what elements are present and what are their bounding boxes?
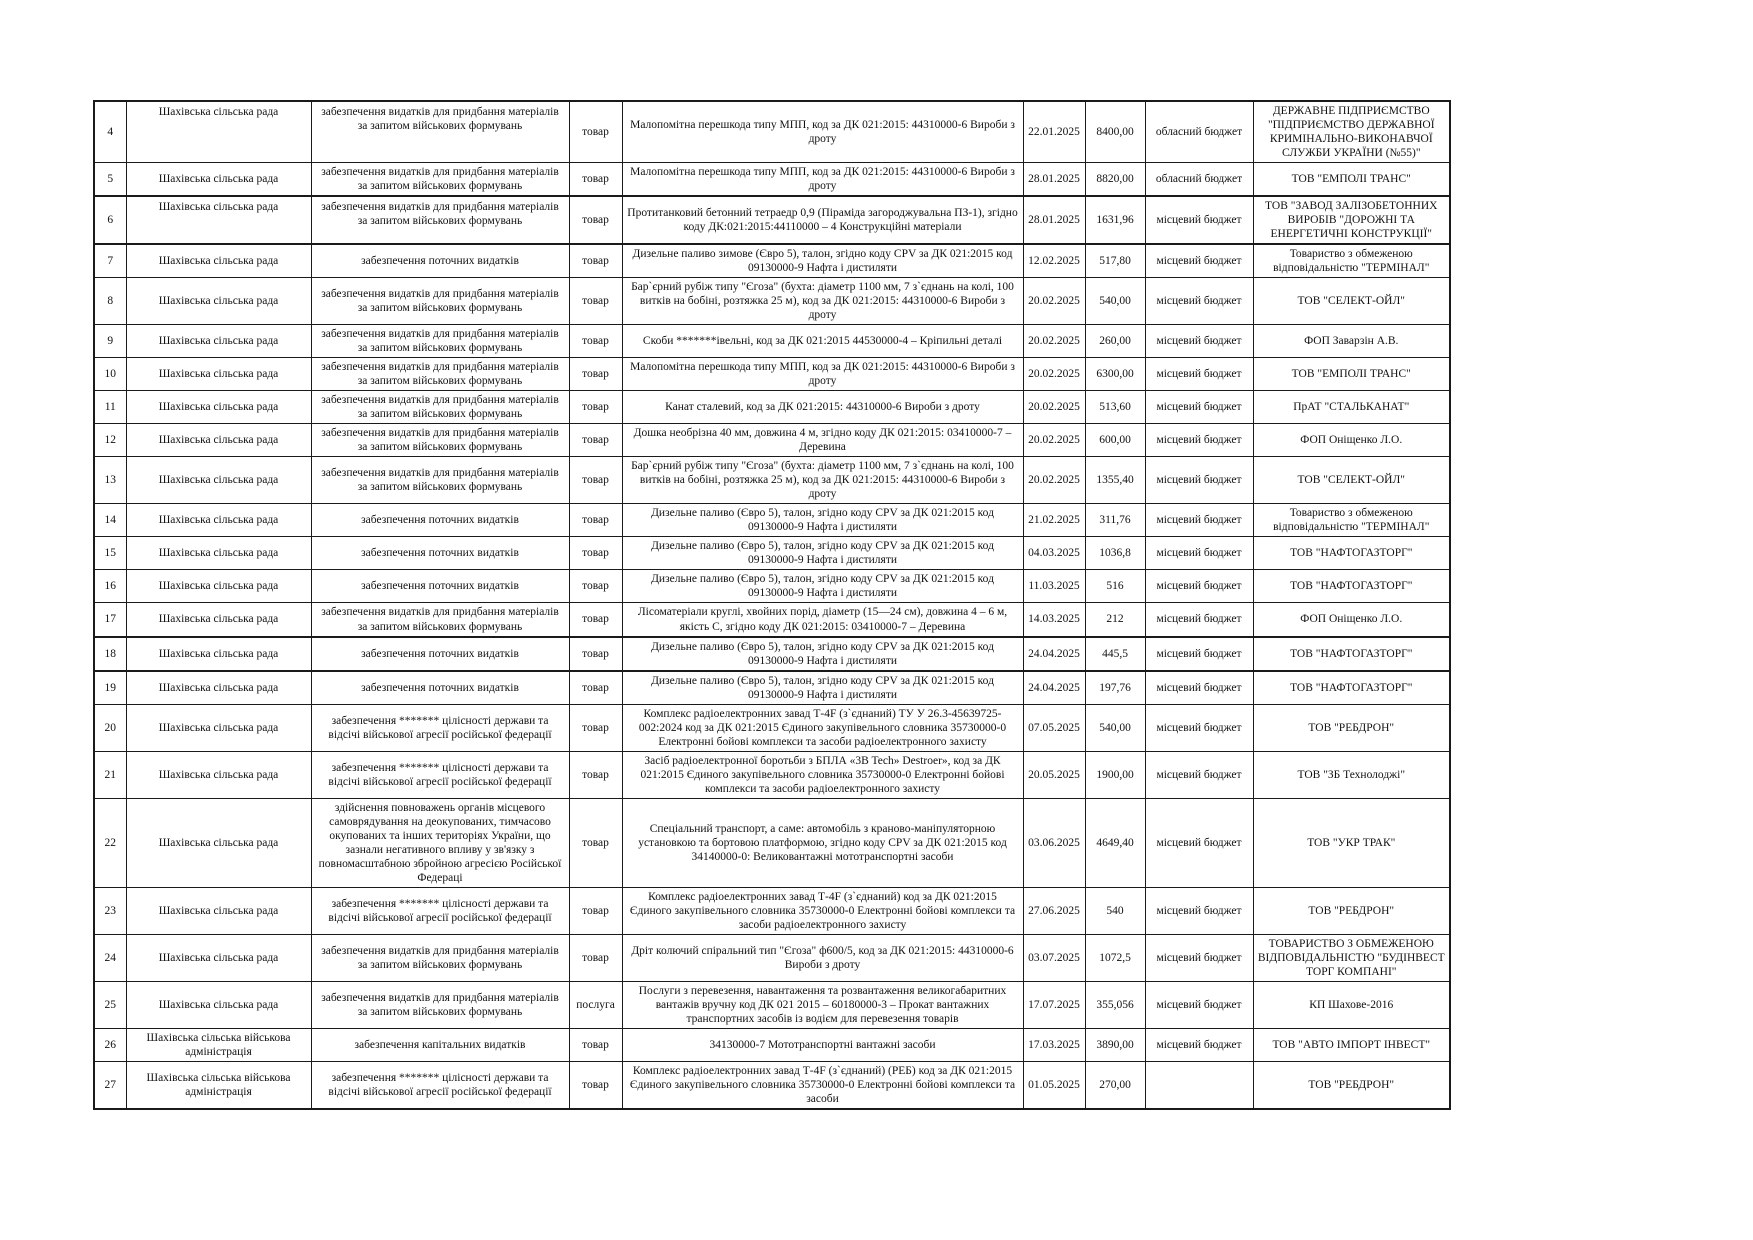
cell-description: Комплекс радіоелектронних завад Т-4F (з`єднаний) (РЕБ) код за ДК 021:2015 Єдиного закупівельного словника 35730000-0 Електронні бойові комплекси та засоби — [622, 1061, 1023, 1109]
table-row — [94, 101, 1450, 163]
cell-amount: 600,00 — [1085, 424, 1145, 457]
cell-amount: 4649,40 — [1085, 798, 1145, 887]
cell-description: 34130000-7 Мототранспортні вантажні засоби — [622, 1028, 1023, 1061]
cell-description: Послуги з перевезення, навантаження та розвантаження великогабаритних вантажів вручну код ДК 021 2015 – 60180000-3 – Прокат вантажних транспортних засобів із водієм для перевезення товарів — [622, 981, 1023, 1028]
table-row — [94, 537, 1450, 570]
cell-amount: 513,60 — [1085, 391, 1145, 424]
cell-date: 21.02.2025 — [1023, 504, 1085, 537]
cell-amount: 1900,00 — [1085, 751, 1145, 798]
cell-org: Шахівська сільська рада — [126, 637, 311, 671]
cell-budget: місцевий бюджет — [1145, 887, 1253, 934]
cell-type: товар — [569, 101, 622, 163]
cell-budget: місцевий бюджет — [1145, 278, 1253, 325]
cell-date: 12.02.2025 — [1023, 244, 1085, 278]
cell-org: Шахівська сільська рада — [126, 163, 311, 197]
cell-num: 13 — [94, 457, 126, 504]
cell-description: Спеціальний транспорт, а саме: автомобіль з краново-маніпуляторною установкою та бортовою платформою, згідно коду CPV за ДК 021:2015 код 34140000-0: Великовантажні мототранспортні засоби — [622, 798, 1023, 887]
cell-org: Шахівська сільська рада — [126, 244, 311, 278]
cell-budget — [1145, 1061, 1253, 1109]
cell-supplier: ТОВ "РЕБДРОН" — [1253, 1061, 1450, 1109]
cell-supplier: ТОВ "УКР ТРАК" — [1253, 798, 1450, 887]
cell-type: товар — [569, 751, 622, 798]
cell-org: Шахівська сільська рада — [126, 504, 311, 537]
cell-amount: 1631,96 — [1085, 196, 1145, 244]
cell-purpose: забезпечення видатків для придбання матеріалів за запитом військових формувань — [311, 981, 569, 1028]
cell-budget: місцевий бюджет — [1145, 671, 1253, 705]
cell-num: 20 — [94, 704, 126, 751]
cell-type: товар — [569, 244, 622, 278]
cell-num: 23 — [94, 887, 126, 934]
cell-num: 27 — [94, 1061, 126, 1109]
table-row — [94, 457, 1450, 504]
procurement-sheet — [93, 100, 1449, 1110]
cell-description: Дизельне паливо (Євро 5), талон, згідно коду CPV за ДК 021:2015 код 09130000-9 Нафта і дистиляти — [622, 637, 1023, 671]
cell-org: Шахівська сільська рада — [126, 278, 311, 325]
cell-org: Шахівська сільська рада — [126, 751, 311, 798]
cell-num: 4 — [94, 101, 126, 163]
cell-description: Комплекс радіоелектронних завад Т-4F (з`єднаний) код за ДК 021:2015 Єдиного закупівельного словника 35730000-0 Електронні бойові комплекси та засоби радіоелектронного захисту — [622, 887, 1023, 934]
cell-org: Шахівська сільська рада — [126, 798, 311, 887]
cell-type: товар — [569, 537, 622, 570]
table-row — [94, 1028, 1450, 1061]
cell-description: Комплекс радіоелектронних завад Т-4F (з`єднаний) ТУ У 26.3-45639725-002:2024 код за ДК 021:2015 Єдиного закупівельного словника 35730000-0 Електронні бойові комплекси та засоби радіоелектронного захисту — [622, 704, 1023, 751]
cell-description: Канат сталевий, код за ДК 021:2015: 44310000-6 Вироби з дроту — [622, 391, 1023, 424]
cell-budget: місцевий бюджет — [1145, 457, 1253, 504]
cell-type: товар — [569, 457, 622, 504]
cell-supplier: ТОВ "НАФТОГАЗТОРГ" — [1253, 671, 1450, 705]
cell-purpose: забезпечення поточних видатків — [311, 671, 569, 705]
cell-date: 17.07.2025 — [1023, 981, 1085, 1028]
procurement-table-body — [94, 101, 1450, 1109]
cell-type: товар — [569, 358, 622, 391]
cell-num: 14 — [94, 504, 126, 537]
cell-description: Бар`єрний рубіж типу "Єгоза" (бухта: діаметр 1100 мм, 7 з`єднань на колі, 100 витків на бобіні, розтяжка 25 м), код за ДК 021:2015: 44310000-6 Вироби з дроту — [622, 457, 1023, 504]
table-row — [94, 278, 1450, 325]
cell-org: Шахівська сільська військова адміністрація — [126, 1061, 311, 1109]
cell-num: 8 — [94, 278, 126, 325]
cell-amount: 8400,00 — [1085, 101, 1145, 163]
cell-type: товар — [569, 325, 622, 358]
cell-supplier: ТОВАРИСТВО З ОБМЕЖЕНОЮ ВІДПОВІДАЛЬНІСТЮ "БУДІНВЕСТ ТОРГ КОМПАНІ" — [1253, 934, 1450, 981]
cell-org: Шахівська сільська рада — [126, 887, 311, 934]
cell-amount: 311,76 — [1085, 504, 1145, 537]
cell-num: 6 — [94, 196, 126, 244]
cell-amount: 3890,00 — [1085, 1028, 1145, 1061]
cell-type: товар — [569, 603, 622, 637]
cell-org: Шахівська сільська військова адміністрація — [126, 1028, 311, 1061]
cell-description: Скоби *******івельні, код за ДК 021:2015 44530000-4 – Кріпильні деталі — [622, 325, 1023, 358]
cell-budget: місцевий бюджет — [1145, 751, 1253, 798]
cell-description: Дріт колючий спіральний тип "Єгоза" ф600/5, код за ДК 021:2015: 44310000-6 Вироби з дроту — [622, 934, 1023, 981]
cell-org: Шахівська сільська рада — [126, 537, 311, 570]
table-row — [94, 163, 1450, 197]
cell-purpose: забезпечення видатків для придбання матеріалів за запитом військових формувань — [311, 603, 569, 637]
cell-num: 17 — [94, 603, 126, 637]
cell-purpose: здійснення повноважень органів місцевого самоврядування на деокупованих, тимчасово окупованих та інших територіях України, що зазнали негативного впливу у зв'язку з повномасштабною збройною агресією Російської Федераці — [311, 798, 569, 887]
cell-supplier: ФОП Заварзін А.В. — [1253, 325, 1450, 358]
cell-budget: місцевий бюджет — [1145, 570, 1253, 603]
cell-num: 18 — [94, 637, 126, 671]
table-row — [94, 637, 1450, 671]
cell-supplier: ФОП Оніщенко Л.О. — [1253, 424, 1450, 457]
cell-date: 28.01.2025 — [1023, 163, 1085, 197]
cell-purpose: забезпечення поточних видатків — [311, 570, 569, 603]
cell-date: 20.05.2025 — [1023, 751, 1085, 798]
cell-purpose: забезпечення видатків для придбання матеріалів за запитом військових формувань — [311, 325, 569, 358]
cell-supplier: ТОВ "ЗАВОД ЗАЛІЗОБЕТОННИХ ВИРОБІВ "ДОРОЖНІ ТА ЕНЕРГЕТИЧНІ КОНСТРУКЦІЇ" — [1253, 196, 1450, 244]
cell-budget: місцевий бюджет — [1145, 537, 1253, 570]
table-row — [94, 798, 1450, 887]
cell-date: 20.02.2025 — [1023, 325, 1085, 358]
cell-type: товар — [569, 424, 622, 457]
cell-type: послуга — [569, 981, 622, 1028]
cell-date: 20.02.2025 — [1023, 424, 1085, 457]
cell-type: товар — [569, 391, 622, 424]
cell-amount: 8820,00 — [1085, 163, 1145, 197]
cell-purpose: забезпечення ******* цілісності держави та відсічі військової агресії російської федерації — [311, 1061, 569, 1109]
cell-supplier: ТОВ "НАФТОГАЗТОРГ" — [1253, 570, 1450, 603]
cell-date: 28.01.2025 — [1023, 196, 1085, 244]
cell-purpose: забезпечення видатків для придбання матеріалів за запитом військових формувань — [311, 424, 569, 457]
cell-description: Засіб радіоелектронної боротьби з БПЛА «3B Tech» Destroer», код за ДК 021:2015 Єдиного закупівельного словника 35730000-0 Електронні бойові комплекси та засоби радіоелектронного захисту — [622, 751, 1023, 798]
cell-budget: місцевий бюджет — [1145, 325, 1253, 358]
cell-budget: місцевий бюджет — [1145, 1028, 1253, 1061]
cell-org: Шахівська сільська рада — [126, 671, 311, 705]
cell-num: 15 — [94, 537, 126, 570]
cell-num: 25 — [94, 981, 126, 1028]
cell-budget: обласний бюджет — [1145, 163, 1253, 197]
cell-budget: місцевий бюджет — [1145, 504, 1253, 537]
cell-supplier: ТОВ "АВТО ІМПОРТ ІНВЕСТ" — [1253, 1028, 1450, 1061]
cell-type: товар — [569, 934, 622, 981]
cell-type: товар — [569, 1028, 622, 1061]
cell-date: 03.07.2025 — [1023, 934, 1085, 981]
cell-type: товар — [569, 1061, 622, 1109]
cell-description: Дизельне паливо (Євро 5), талон, згідно коду CPV за ДК 021:2015 код 09130000-9 Нафта і дистиляти — [622, 504, 1023, 537]
cell-date: 24.04.2025 — [1023, 671, 1085, 705]
procurement-table — [93, 100, 1451, 1110]
cell-num: 16 — [94, 570, 126, 603]
cell-amount: 1072,5 — [1085, 934, 1145, 981]
cell-date: 22.01.2025 — [1023, 101, 1085, 163]
table-row — [94, 934, 1450, 981]
cell-type: товар — [569, 671, 622, 705]
cell-date: 07.05.2025 — [1023, 704, 1085, 751]
cell-supplier: ТОВ "РЕБДРОН" — [1253, 704, 1450, 751]
table-row — [94, 504, 1450, 537]
cell-org: Шахівська сільська рада — [126, 934, 311, 981]
cell-amount: 355,056 — [1085, 981, 1145, 1028]
cell-org: Шахівська сільська рада — [126, 358, 311, 391]
cell-type: товар — [569, 570, 622, 603]
table-row — [94, 981, 1450, 1028]
cell-supplier: ФОП Оніщенко Л.О. — [1253, 603, 1450, 637]
cell-date: 27.06.2025 — [1023, 887, 1085, 934]
cell-purpose: забезпечення видатків для придбання матеріалів за запитом військових формувань — [311, 163, 569, 197]
cell-supplier: ТОВ "НАФТОГАЗТОРГ" — [1253, 637, 1450, 671]
cell-purpose: забезпечення ******* цілісності держави та відсічі військової агресії російської федерації — [311, 751, 569, 798]
cell-supplier: ТОВ "СЕЛЕКТ-ОЙЛ" — [1253, 278, 1450, 325]
cell-num: 10 — [94, 358, 126, 391]
cell-description: Малопомітна перешкода типу МПП, код за ДК 021:2015: 44310000-6 Вироби з дроту — [622, 101, 1023, 163]
cell-description: Дизельне паливо (Євро 5), талон, згідно коду CPV за ДК 021:2015 код 09130000-9 Нафта і дистиляти — [622, 671, 1023, 705]
table-row — [94, 1061, 1450, 1109]
cell-description: Бар`єрний рубіж типу "Єгоза" (бухта: діаметр 1100 мм, 7 з`єднань на колі, 100 витків на бобіні, розтяжка 25 м), код за ДК 021:2015: 44310000-6 Вироби з дроту — [622, 278, 1023, 325]
cell-amount: 445,5 — [1085, 637, 1145, 671]
cell-amount: 516 — [1085, 570, 1145, 603]
table-row — [94, 358, 1450, 391]
cell-amount: 270,00 — [1085, 1061, 1145, 1109]
cell-type: товар — [569, 278, 622, 325]
cell-description: Протитанковий бетонний тетраедр 0,9 (Піраміда загороджувальна ПЗ-1), згідно коду ДК:021:2015:44110000 – 4 Конструкційні матеріали — [622, 196, 1023, 244]
cell-num: 12 — [94, 424, 126, 457]
cell-budget: місцевий бюджет — [1145, 391, 1253, 424]
cell-date: 17.03.2025 — [1023, 1028, 1085, 1061]
table-row — [94, 424, 1450, 457]
cell-num: 7 — [94, 244, 126, 278]
cell-date: 20.02.2025 — [1023, 358, 1085, 391]
cell-org: Шахівська сільська рада — [126, 570, 311, 603]
cell-description: Дизельне паливо (Євро 5), талон, згідно коду CPV за ДК 021:2015 код 09130000-9 Нафта і дистиляти — [622, 537, 1023, 570]
cell-purpose: забезпечення поточних видатків — [311, 637, 569, 671]
cell-supplier: ПрАТ "СТАЛЬКАНАТ" — [1253, 391, 1450, 424]
cell-budget: місцевий бюджет — [1145, 244, 1253, 278]
cell-type: товар — [569, 798, 622, 887]
cell-description: Малопомітна перешкода типу МПП, код за ДК 021:2015: 44310000-6 Вироби з дроту — [622, 163, 1023, 197]
cell-date: 04.03.2025 — [1023, 537, 1085, 570]
cell-purpose: забезпечення поточних видатків — [311, 537, 569, 570]
cell-num: 9 — [94, 325, 126, 358]
cell-purpose: забезпечення капітальних видатків — [311, 1028, 569, 1061]
cell-supplier: ДЕРЖАВНЕ ПІДПРИЄМСТВО "ПІДПРИЄМСТВО ДЕРЖАВНОЇ КРИМІНАЛЬНО-ВИКОНАВЧОЇ СЛУЖБИ УКРАЇНИ (№55)" — [1253, 101, 1450, 163]
cell-org: Шахівська сільська рада — [126, 101, 311, 163]
cell-budget: місцевий бюджет — [1145, 981, 1253, 1028]
cell-num: 26 — [94, 1028, 126, 1061]
cell-purpose: забезпечення поточних видатків — [311, 244, 569, 278]
cell-description: Лісоматеріали круглі, хвойних порід, діаметр (15—24 см), довжина 4 – 6 м, якість С, згідно коду ДК 021:2015: 03410000-7 – Деревина — [622, 603, 1023, 637]
cell-date: 11.03.2025 — [1023, 570, 1085, 603]
cell-supplier: ТОВ "СЕЛЕКТ-ОЙЛ" — [1253, 457, 1450, 504]
cell-supplier: ТОВ "НАФТОГАЗТОРГ" — [1253, 537, 1450, 570]
cell-purpose: забезпечення видатків для придбання матеріалів за запитом військових формувань — [311, 391, 569, 424]
cell-type: товар — [569, 637, 622, 671]
cell-budget: місцевий бюджет — [1145, 358, 1253, 391]
cell-org: Шахівська сільська рада — [126, 603, 311, 637]
cell-budget: обласний бюджет — [1145, 101, 1253, 163]
table-row — [94, 751, 1450, 798]
cell-supplier: КП Шахове-2016 — [1253, 981, 1450, 1028]
cell-amount: 1355,40 — [1085, 457, 1145, 504]
cell-amount: 540,00 — [1085, 704, 1145, 751]
cell-purpose: забезпечення ******* цілісності держави та відсічі військової агресії російської федерації — [311, 704, 569, 751]
cell-date: 20.02.2025 — [1023, 278, 1085, 325]
cell-date: 20.02.2025 — [1023, 391, 1085, 424]
cell-num: 24 — [94, 934, 126, 981]
cell-purpose: забезпечення видатків для придбання матеріалів за запитом військових формувань — [311, 101, 569, 163]
table-row — [94, 244, 1450, 278]
cell-type: товар — [569, 887, 622, 934]
cell-amount: 212 — [1085, 603, 1145, 637]
cell-budget: місцевий бюджет — [1145, 704, 1253, 751]
cell-description: Дизельне паливо (Євро 5), талон, згідно коду CPV за ДК 021:2015 код 09130000-9 Нафта і дистиляти — [622, 570, 1023, 603]
cell-supplier: ТОВ "РЕБДРОН" — [1253, 887, 1450, 934]
cell-num: 5 — [94, 163, 126, 197]
cell-org: Шахівська сільська рада — [126, 457, 311, 504]
cell-org: Шахівська сільська рада — [126, 196, 311, 244]
cell-type: товар — [569, 504, 622, 537]
table-row — [94, 603, 1450, 637]
cell-org: Шахівська сільська рада — [126, 325, 311, 358]
table-row — [94, 671, 1450, 705]
cell-purpose: забезпечення видатків для придбання матеріалів за запитом військових формувань — [311, 278, 569, 325]
cell-purpose: забезпечення видатків для придбання матеріалів за запитом військових формувань — [311, 358, 569, 391]
cell-description: Дошка необрізна 40 мм, довжина 4 м, згідно коду ДК 021:2015: 03410000-7 – Деревина — [622, 424, 1023, 457]
cell-amount: 540 — [1085, 887, 1145, 934]
cell-budget: місцевий бюджет — [1145, 196, 1253, 244]
table-row — [94, 704, 1450, 751]
table-row — [94, 196, 1450, 244]
cell-num: 11 — [94, 391, 126, 424]
cell-purpose: забезпечення ******* цілісності держави та відсічі військової агресії російської федерації — [311, 887, 569, 934]
cell-type: товар — [569, 163, 622, 197]
cell-type: товар — [569, 196, 622, 244]
cell-supplier: Товариство з обмеженою відповідальністю "ТЕРМІНАЛ" — [1253, 504, 1450, 537]
cell-num: 22 — [94, 798, 126, 887]
cell-budget: місцевий бюджет — [1145, 637, 1253, 671]
cell-budget: місцевий бюджет — [1145, 798, 1253, 887]
cell-amount: 517,80 — [1085, 244, 1145, 278]
cell-org: Шахівська сільська рада — [126, 981, 311, 1028]
cell-description: Дизельне паливо зимове (Євро 5), талон, згідно коду CPV за ДК 021:2015 код 09130000-9 Нафта і дистиляти — [622, 244, 1023, 278]
table-row — [94, 887, 1450, 934]
cell-supplier: ТОВ "ЗБ Технолоджі" — [1253, 751, 1450, 798]
cell-org: Шахівська сільська рада — [126, 704, 311, 751]
cell-amount: 1036,8 — [1085, 537, 1145, 570]
cell-date: 14.03.2025 — [1023, 603, 1085, 637]
table-row — [94, 391, 1450, 424]
cell-num: 19 — [94, 671, 126, 705]
cell-amount: 260,00 — [1085, 325, 1145, 358]
cell-budget: місцевий бюджет — [1145, 424, 1253, 457]
cell-org: Шахівська сільська рада — [126, 424, 311, 457]
cell-amount: 540,00 — [1085, 278, 1145, 325]
cell-purpose: забезпечення видатків для придбання матеріалів за запитом військових формувань — [311, 196, 569, 244]
cell-date: 20.02.2025 — [1023, 457, 1085, 504]
cell-supplier: Товариство з обмеженою відповідальністю "ТЕРМІНАЛ" — [1253, 244, 1450, 278]
cell-purpose: забезпечення видатків для придбання матеріалів за запитом військових формувань — [311, 934, 569, 981]
cell-purpose: забезпечення поточних видатків — [311, 504, 569, 537]
cell-purpose: забезпечення видатків для придбання матеріалів за запитом військових формувань — [311, 457, 569, 504]
cell-type: товар — [569, 704, 622, 751]
cell-num: 21 — [94, 751, 126, 798]
cell-budget: місцевий бюджет — [1145, 934, 1253, 981]
cell-date: 01.05.2025 — [1023, 1061, 1085, 1109]
cell-supplier: ТОВ "ЕМПОЛІ ТРАНС" — [1253, 163, 1450, 197]
table-row — [94, 570, 1450, 603]
cell-amount: 6300,00 — [1085, 358, 1145, 391]
cell-org: Шахівська сільська рада — [126, 391, 311, 424]
cell-date: 24.04.2025 — [1023, 637, 1085, 671]
cell-description: Малопомітна перешкода типу МПП, код за ДК 021:2015: 44310000-6 Вироби з дроту — [622, 358, 1023, 391]
table-row — [94, 325, 1450, 358]
cell-supplier: ТОВ "ЕМПОЛІ ТРАНС" — [1253, 358, 1450, 391]
cell-budget: місцевий бюджет — [1145, 603, 1253, 637]
cell-date: 03.06.2025 — [1023, 798, 1085, 887]
cell-amount: 197,76 — [1085, 671, 1145, 705]
